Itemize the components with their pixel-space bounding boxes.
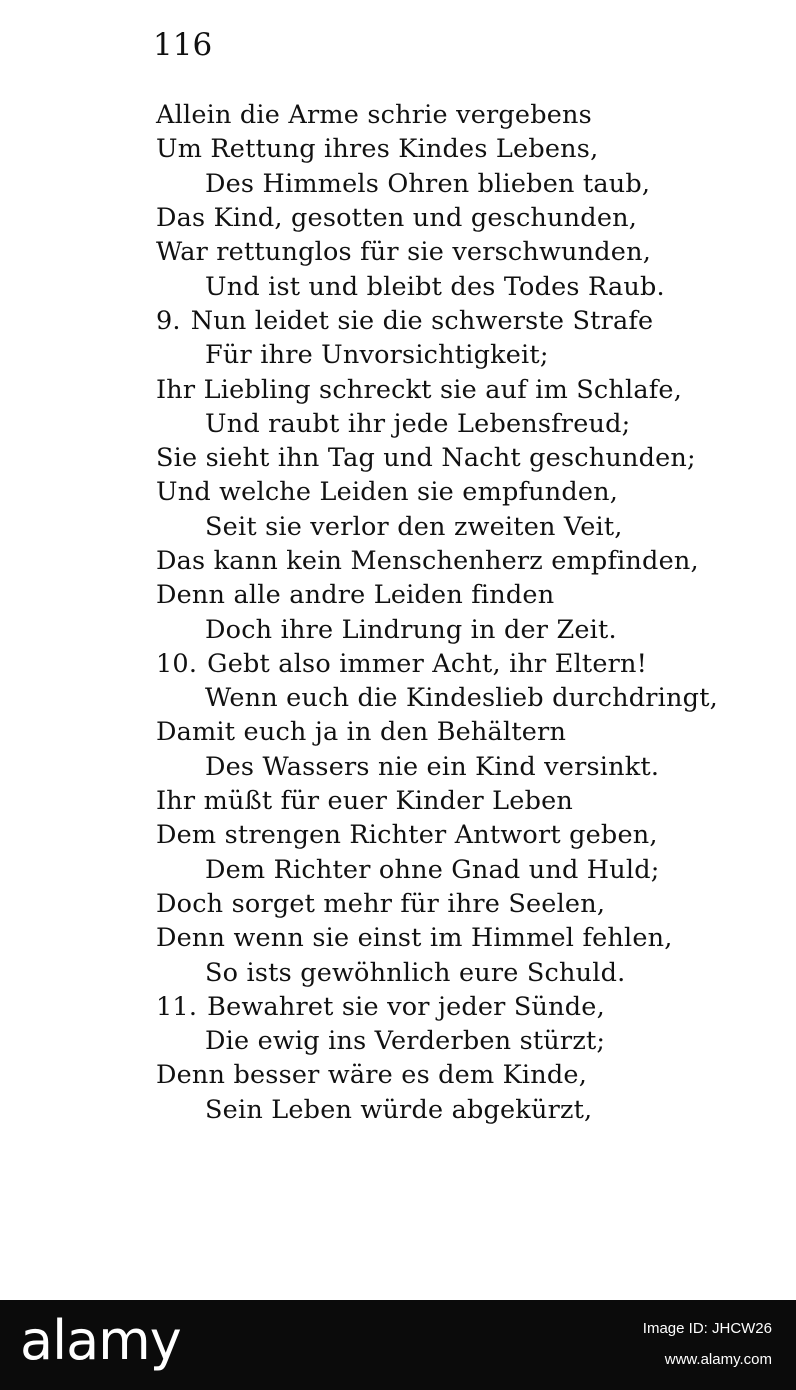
poem-line-text: Sie sieht ihn Tag und Nacht geschunden; xyxy=(156,443,696,474)
poem-line xyxy=(0,407,796,441)
poem-line-text: Das kann kein Menschenherz empfinden, xyxy=(156,546,699,576)
poem-line xyxy=(0,235,796,269)
poem-line-text: Gebt also immer Acht, ihr Eltern! xyxy=(207,648,648,679)
poem-line-text: Sein Leben würde abgekürzt, xyxy=(205,1094,593,1125)
poem-line xyxy=(0,510,796,544)
poem-line-text: Denn wenn sie einst im Himmel fehlen, xyxy=(156,923,673,954)
poem-line-text: Nun leidet sie die schwerste Strafe xyxy=(190,305,654,336)
poem-line xyxy=(0,372,796,406)
stanza-number: 10. xyxy=(156,648,198,679)
poem-line xyxy=(0,304,796,338)
watermark-banner xyxy=(0,1300,796,1390)
poem-line-text: Des Wassers nie ein Kind versinkt. xyxy=(205,751,660,782)
poem-line xyxy=(0,1093,796,1127)
poem-line-text: Allein die Arme schrie vergebens xyxy=(156,100,592,131)
stanza-number: 9. xyxy=(156,305,181,336)
poem-line-text: Und ist und bleibt des Todes Raub. xyxy=(205,271,665,302)
poem-line xyxy=(0,647,796,681)
poem-line xyxy=(0,441,796,475)
poem-line-text: Denn besser wäre es dem Kinde, xyxy=(156,1060,588,1091)
poem-line-text: War rettunglos für sie verschwunden, xyxy=(156,237,652,268)
poem-line xyxy=(0,715,796,749)
poem-line xyxy=(0,955,796,989)
poem-line-text: Dem strengen Richter Antwort geben, xyxy=(156,820,658,851)
poem-line-text: Für ihre Unvorsichtigkeit; xyxy=(205,340,549,371)
site-url: www.alamy.com xyxy=(664,1351,772,1368)
poem-line xyxy=(0,544,796,578)
stanza-number: 11. xyxy=(156,991,198,1022)
poem-line-text: Um Rettung ihres Kindes Lebens, xyxy=(156,134,599,165)
poem-line-text: Des Himmels Ohren blieben taub, xyxy=(205,168,651,199)
poem-line xyxy=(0,853,796,887)
poem-line-text: Dem Richter ohne Gnad und Huld; xyxy=(205,854,660,885)
poem-line-text: Damit euch ja in den Behältern xyxy=(156,717,567,748)
poem-line-text: Bewahret sie vor jeder Sünde, xyxy=(207,991,605,1022)
poem-line xyxy=(0,750,796,784)
poem-line-text: Ihr müßt für euer Kinder Leben xyxy=(156,786,574,817)
poem-line xyxy=(0,338,796,372)
poem-line xyxy=(0,132,796,166)
image-id-label: Image ID: JHCW26 xyxy=(642,1320,772,1337)
poem-line-text: Und welche Leiden sie empfunden, xyxy=(156,477,619,508)
poem-line xyxy=(0,201,796,235)
poem-line xyxy=(0,475,796,509)
poem-line-text: Das Kind, gesotten und geschunden, xyxy=(156,203,638,234)
poem-line xyxy=(0,269,796,303)
poem-line-text: Denn alle andre Leiden finden xyxy=(156,580,555,611)
poem-line xyxy=(0,887,796,921)
poem-line xyxy=(0,98,796,132)
poem-line-text: Wenn euch die Kindeslieb durchdringt, xyxy=(205,683,718,714)
poem-line-text: So ists gewöhnlich eure Schuld. xyxy=(205,957,626,988)
poem-line xyxy=(0,612,796,646)
poem-line xyxy=(0,784,796,818)
poem-line-text: Doch ihre Lindrung in der Zeit. xyxy=(205,614,617,645)
poem-line xyxy=(0,1058,796,1092)
poem-line xyxy=(0,1024,796,1058)
poem-line-text: Ihr Liebling schreckt sie auf im Schlafe, xyxy=(156,374,683,405)
poem-line-text: Und raubt ihr jede Lebensfreud; xyxy=(205,408,631,439)
poem-line xyxy=(0,990,796,1024)
poem-line-text: Die ewig ins Verderben stürzt; xyxy=(205,1026,606,1057)
poem-line xyxy=(0,681,796,715)
page-number: 116 xyxy=(153,27,213,63)
poem-line-text: Seit sie verlor den zweiten Veit, xyxy=(205,511,623,542)
poem-line xyxy=(0,818,796,852)
poem-line xyxy=(0,578,796,612)
brand-logo: alamy xyxy=(20,1309,181,1372)
poem-line xyxy=(0,921,796,955)
poem-text xyxy=(0,98,796,1127)
poem-line-text: Doch sorget mehr für ihre Seelen, xyxy=(156,888,606,919)
poem-line xyxy=(0,167,796,201)
